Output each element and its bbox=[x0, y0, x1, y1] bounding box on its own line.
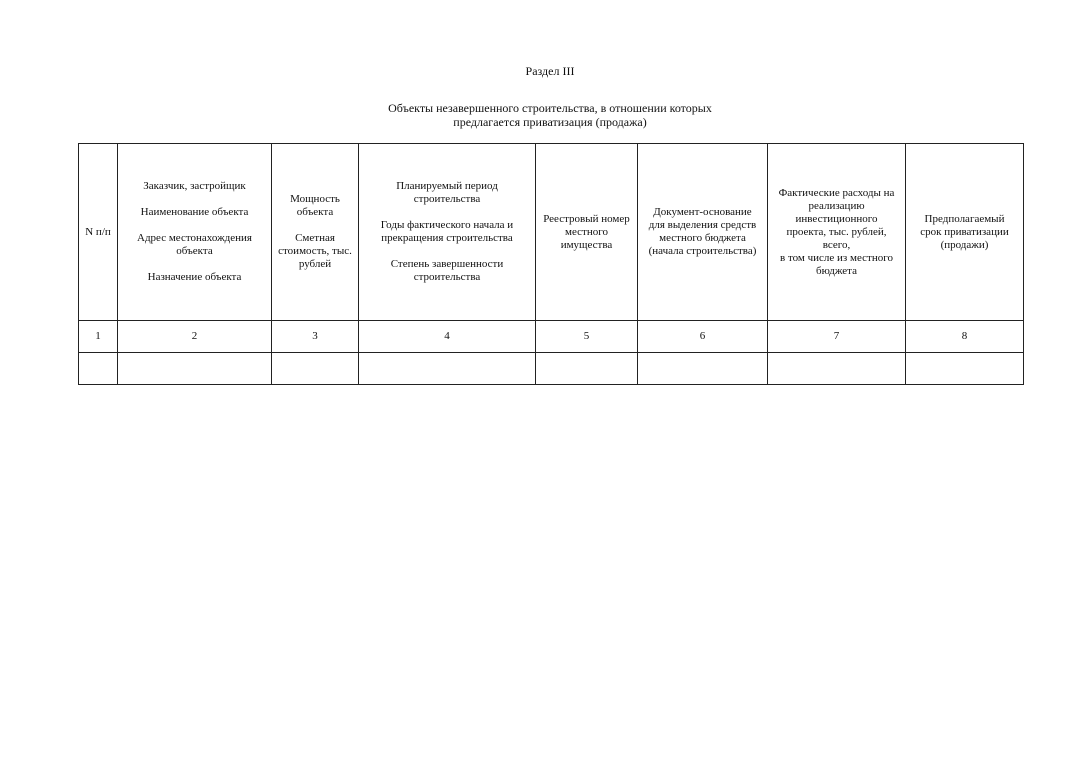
header-line: инвестиционного bbox=[795, 212, 878, 225]
column-number-cell: 7 bbox=[768, 321, 906, 353]
document-title-line-2: предлагается приватизация (продажа) bbox=[453, 115, 647, 129]
header-line: Фактические расходы на bbox=[778, 186, 895, 199]
column-number-cell: 4 bbox=[359, 321, 536, 353]
column-number-cell: 6 bbox=[638, 321, 768, 353]
column-number-cell: 5 bbox=[536, 321, 638, 353]
header-line: объекта bbox=[176, 245, 213, 257]
header-line: Мощность bbox=[290, 193, 340, 205]
header-line: Годы фактического начала и bbox=[380, 219, 514, 231]
document-title bbox=[0, 101, 1086, 129]
header-line: Адрес местонахождения bbox=[137, 232, 252, 244]
header-cell-privatization-term bbox=[906, 144, 1024, 321]
header-line: бюджета bbox=[815, 264, 857, 277]
empty-cell bbox=[638, 353, 768, 385]
section-title: Раздел III bbox=[525, 64, 575, 78]
header-line: рублей bbox=[298, 258, 332, 270]
header-line: всего, bbox=[822, 238, 851, 251]
header-line: строительства bbox=[413, 271, 481, 283]
objects-table bbox=[78, 143, 1024, 385]
header-line: Предполагаемый bbox=[924, 212, 1005, 225]
column-number-cell: 2 bbox=[118, 321, 272, 353]
empty-cell bbox=[536, 353, 638, 385]
header-line: срок приватизации bbox=[920, 225, 1009, 238]
header-line: Наименование объекта bbox=[140, 206, 249, 218]
header-line: (продажи) bbox=[940, 238, 989, 251]
column-number-cell: 3 bbox=[272, 321, 359, 353]
header-cell-period bbox=[359, 144, 536, 321]
header-line: Реестровый номер bbox=[543, 212, 630, 225]
header-line-gap bbox=[121, 219, 268, 232]
header-cell-customer bbox=[118, 144, 272, 321]
header-line: местного бюджета bbox=[659, 232, 746, 244]
header-cell-registry-number bbox=[536, 144, 638, 321]
header-line: стоимость, тыс. bbox=[278, 245, 352, 257]
header-line: для выделения средств bbox=[648, 219, 757, 231]
header-line-gap bbox=[275, 219, 355, 232]
header-line: в том числе из местного bbox=[780, 251, 893, 264]
header-line: объекта bbox=[296, 206, 334, 218]
column-number-row bbox=[79, 321, 1024, 353]
header-line: Документ-основание bbox=[653, 206, 752, 218]
header-cell-npp bbox=[79, 144, 118, 321]
column-number-cell: 1 bbox=[79, 321, 118, 353]
header-line: имущества bbox=[560, 238, 613, 251]
empty-data-row bbox=[79, 353, 1024, 385]
empty-cell bbox=[272, 353, 359, 385]
header-line: реализацию bbox=[808, 199, 865, 212]
header-line: Заказчик, застройщик bbox=[143, 180, 246, 192]
empty-cell bbox=[359, 353, 536, 385]
header-line: Назначение объекта bbox=[147, 271, 242, 283]
document-title-line-1: Объекты незавершенного строительства, в отношении которых bbox=[388, 101, 712, 115]
header-line: местного bbox=[565, 225, 608, 238]
header-line-gap bbox=[121, 193, 268, 206]
header-line: прекращения строительства bbox=[381, 232, 513, 244]
header-line-gap bbox=[362, 245, 532, 258]
header-line: N п/п bbox=[85, 225, 111, 238]
header-line-gap bbox=[121, 258, 268, 271]
header-line: Планируемый период bbox=[396, 180, 498, 192]
header-cell-document-basis bbox=[638, 144, 768, 321]
empty-cell bbox=[906, 353, 1024, 385]
header-cell-capacity bbox=[272, 144, 359, 321]
header-line: строительства bbox=[413, 193, 481, 205]
empty-cell bbox=[79, 353, 118, 385]
column-number-cell: 8 bbox=[906, 321, 1024, 353]
header-cell-actual-expenses bbox=[768, 144, 906, 321]
empty-cell bbox=[768, 353, 906, 385]
header-line-gap bbox=[362, 206, 532, 219]
header-line: (начала строительства) bbox=[648, 245, 757, 257]
header-line: Степень завершенности bbox=[390, 258, 504, 270]
empty-cell bbox=[118, 353, 272, 385]
header-line: Сметная bbox=[295, 232, 335, 244]
header-line: проекта, тыс. рублей, bbox=[786, 225, 887, 238]
header-row bbox=[79, 144, 1024, 321]
